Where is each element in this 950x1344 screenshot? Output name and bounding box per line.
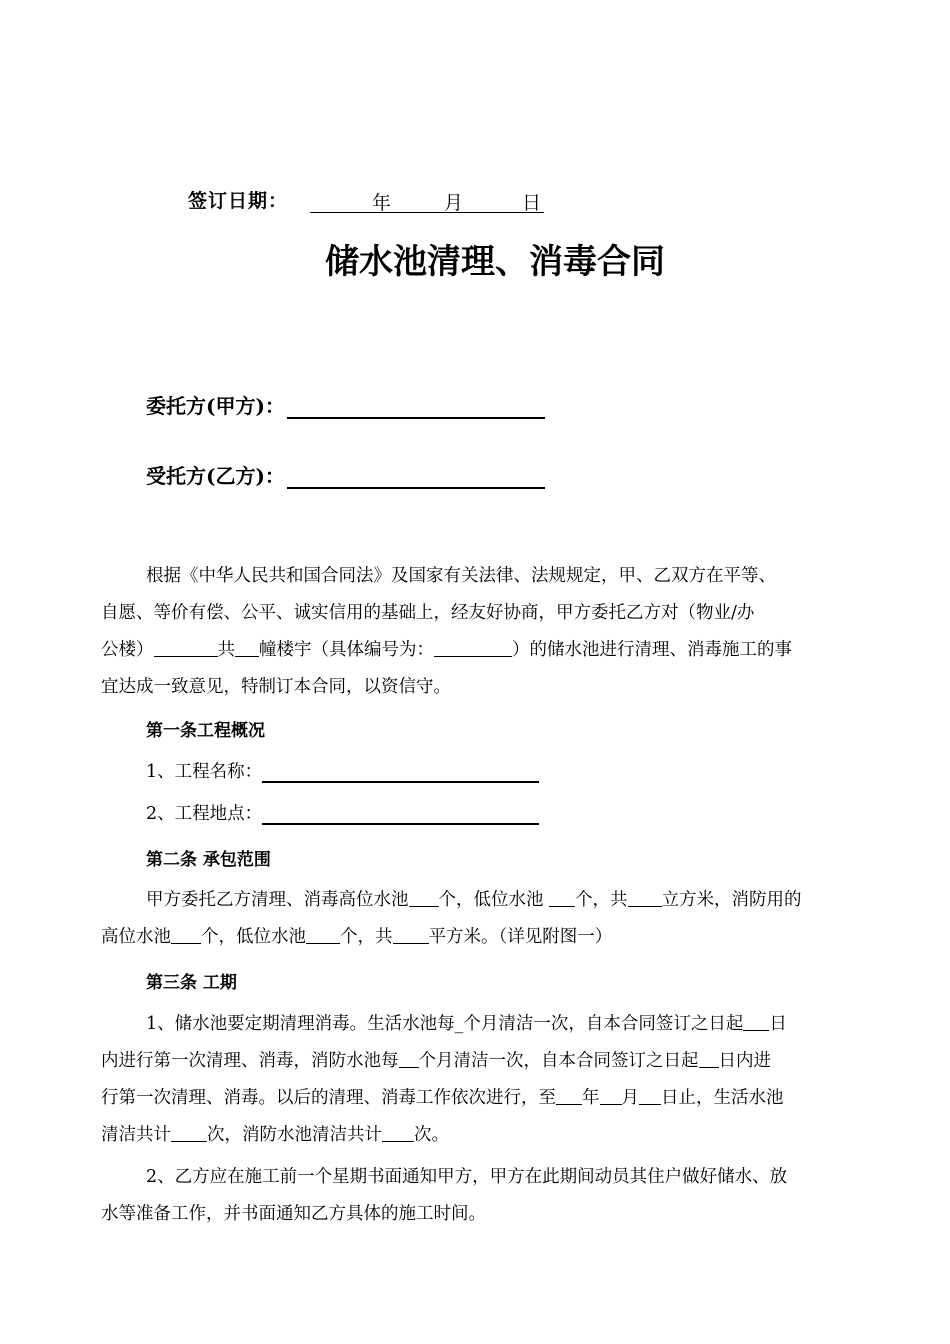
article-3-p1-line-4 [101, 1121, 449, 1146]
article-text: 日止，生活水池 [661, 1088, 784, 1108]
party-a-field[interactable] [287, 393, 545, 419]
intro-line-3 [101, 636, 792, 661]
project-location-label: 2、工程地点： [146, 804, 263, 824]
article-3-heading: 第三条 工期 [146, 973, 237, 993]
intro-text: ）的储水池进行清理、消毒施工的事 [512, 640, 792, 660]
intro-text: 幢楼宇（具体编号为： [259, 640, 434, 660]
article-3-p2-line-2: 水等准备工作，并书面通知乙方具体的施工时间。 [101, 1204, 486, 1224]
blank-field[interactable] [306, 923, 340, 944]
blank-field[interactable] [399, 1047, 419, 1068]
sign-date-year: 年 [372, 192, 393, 214]
sign-date-row [188, 186, 544, 213]
article-text: 甲方委托乙方清理、消毒高位水池 [146, 890, 409, 910]
blank-field[interactable] [556, 1084, 582, 1105]
blank-field[interactable] [600, 1084, 622, 1105]
party-b-field[interactable] [287, 463, 545, 489]
article-text: 日 [769, 1014, 787, 1034]
blank-field[interactable] [434, 636, 512, 657]
article-text: 日内进 [718, 1051, 771, 1071]
article-text: 次。 [414, 1125, 449, 1145]
sign-date-month: 月 [444, 192, 465, 214]
article-text: 1、储水池要定期清理消毒。生活水池每_个月清洁一次，自本合同签订之日起 [146, 1014, 744, 1034]
blank-field[interactable] [743, 1010, 769, 1031]
blank-field[interactable] [628, 886, 662, 907]
blank-field[interactable] [699, 1047, 719, 1068]
project-location-row [146, 800, 539, 825]
article-text: 内进行第一次清理、消毒，消防水池每 [101, 1051, 399, 1071]
party-a-label: 委托方(甲方)： [146, 394, 285, 418]
article-text: 行第一次清理、消毒。以后的清理、消毒工作依次进行，至 [101, 1088, 556, 1108]
article-2-line-2 [101, 923, 612, 948]
intro-line-4: 宜达成一致意见，特制订本合同，以资信守。 [101, 677, 451, 697]
blank-field[interactable] [393, 923, 429, 944]
blank-field[interactable] [235, 636, 259, 657]
blank-field[interactable] [639, 1084, 661, 1105]
party-b-row [146, 460, 545, 489]
article-text: 个，低位水池 [201, 927, 306, 947]
article-text: 月 [621, 1088, 639, 1108]
article-3-p1-line-3 [101, 1084, 784, 1109]
blank-field[interactable] [549, 886, 575, 907]
article-1-heading: 第一条工程概况 [146, 721, 265, 741]
article-3-p2-line-1: 2、乙方应在施工前一个星期书面通知甲方，甲方在此期间动员其住户做好储水、放 [146, 1167, 788, 1187]
article-3-p1-line-1 [146, 1010, 787, 1035]
article-text: 次，消防水池清洁共计 [207, 1125, 382, 1145]
blank-field[interactable] [171, 923, 201, 944]
article-text: 个月清洁一次，自本合同签订之日起 [418, 1051, 699, 1071]
project-name-label: 1、工程名称： [146, 762, 263, 782]
article-text: 个，共 [575, 890, 628, 910]
sign-date-blank [310, 188, 544, 213]
sign-date-day: 日 [522, 192, 543, 214]
article-text: 平方米。（详见附图一） [428, 927, 613, 947]
intro-line-2: 自愿、等价有偿、公平、诚实信用的基础上，经友好协商，甲方委托乙方对（物业/办 [101, 603, 755, 623]
blank-field[interactable] [171, 1121, 207, 1142]
article-text: 高位水池 [101, 927, 171, 947]
project-name-field[interactable] [262, 759, 539, 783]
article-text: 清洁共计 [101, 1125, 171, 1145]
intro-text: 公楼） [101, 640, 154, 660]
project-location-field[interactable] [262, 801, 539, 825]
party-b-label: 受托方(乙方)： [146, 464, 285, 488]
article-3-p1-line-2 [101, 1047, 771, 1072]
page-title: 储水池清理、消毒合同 [325, 242, 665, 282]
blank-field[interactable] [154, 636, 218, 657]
article-2-line-1 [146, 886, 802, 911]
project-name-row [146, 758, 539, 783]
blank-field[interactable] [382, 1121, 414, 1142]
blank-field[interactable] [409, 886, 439, 907]
sign-date-label: 签订日期： [188, 190, 289, 212]
party-a-row [146, 390, 545, 419]
article-2-heading: 第二条 承包范围 [146, 850, 271, 870]
article-text: 立方米，消防用的 [661, 890, 802, 910]
intro-line-1: 根据《中华人民共和国合同法》及国家有关法律、法规规定，甲、乙双方在平等、 [146, 566, 776, 586]
intro-text: 共 [217, 640, 235, 660]
article-text: 个，共 [340, 927, 393, 947]
article-text: 个，低位水池 [438, 890, 550, 910]
article-text: 年 [582, 1088, 600, 1108]
